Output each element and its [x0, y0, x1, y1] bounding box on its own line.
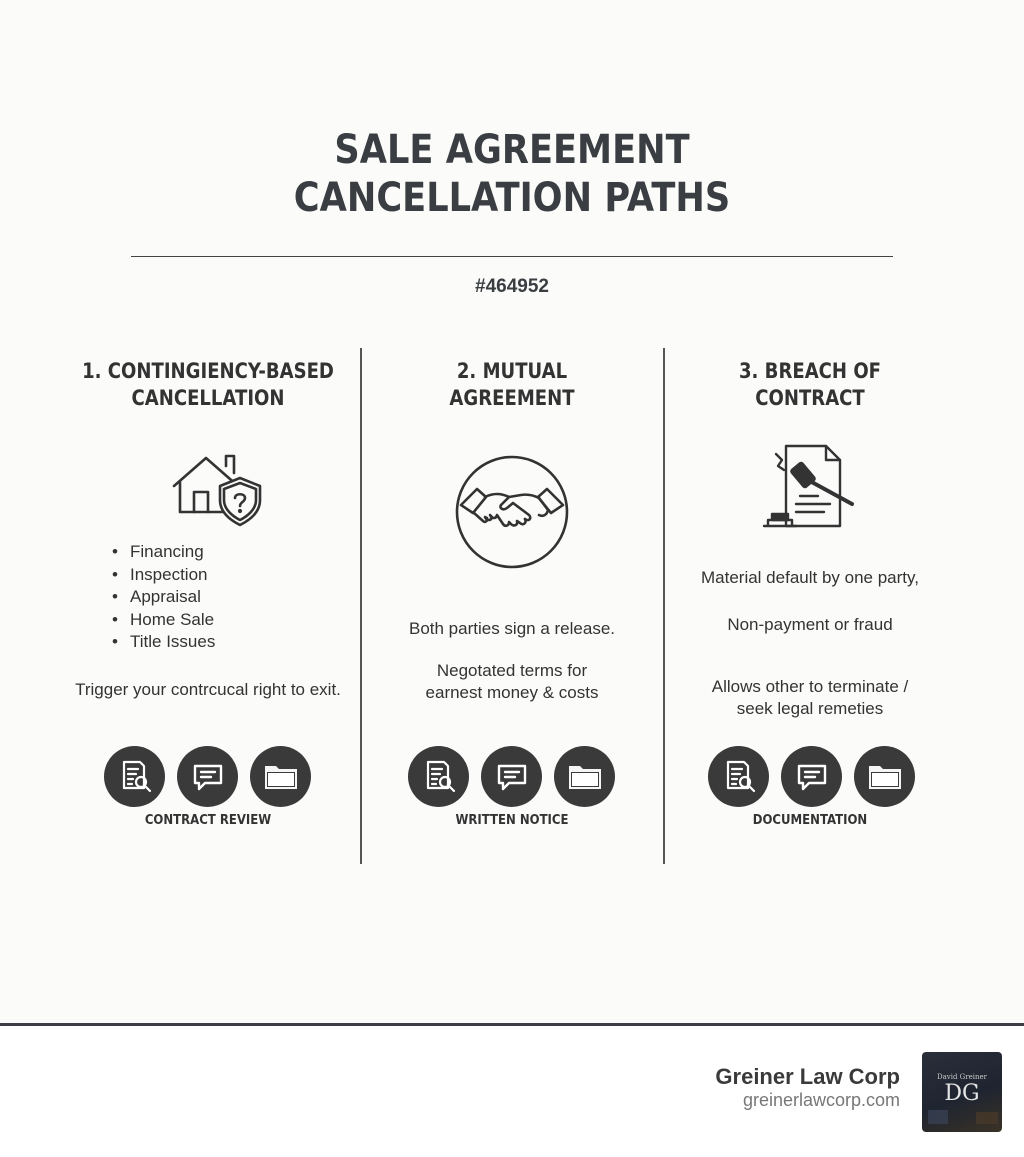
path-note: Trigger your contrcucal right to exit. — [75, 680, 341, 699]
document-search-icon — [104, 746, 165, 807]
reference-code: #464952 — [475, 276, 549, 297]
path-note: Allows other to terminate / — [711, 677, 909, 696]
handshake-icon — [455, 455, 569, 574]
path-note: seek legal remeties — [736, 699, 884, 718]
path-title: 1. CONTINGIENCY-BASED CANCELLATION — [82, 359, 334, 410]
path-note: Material default by one party, — [701, 568, 919, 587]
badge-row — [408, 746, 615, 807]
brand-logo — [922, 1052, 1002, 1132]
path-title: 3. BREACH OF CONTRACT — [738, 359, 882, 410]
path-breach-of-contract — [665, 358, 955, 838]
badge-caption: CONTRACT REVIEW — [144, 813, 272, 828]
path-note: Non-payment or fraud — [727, 615, 893, 634]
list-item: • Title Issues — [110, 631, 215, 654]
page-title — [61, 126, 962, 222]
badge-row — [104, 746, 311, 807]
title-divider — [131, 256, 893, 257]
title-line-1: SALE AGREEMENT — [334, 127, 690, 173]
logo-monogram: DG — [944, 1081, 980, 1106]
list-item: • Financing — [110, 541, 215, 564]
gavel-document-icon — [760, 442, 860, 535]
folder-icon — [854, 746, 915, 807]
house-shield-question-icon — [170, 442, 266, 535]
badge-caption: WRITTEN NOTICE — [455, 813, 569, 828]
folder-icon — [554, 746, 615, 807]
document-search-icon — [408, 746, 469, 807]
list-item: • Inspection — [110, 564, 215, 587]
document-search-icon — [708, 746, 769, 807]
chat-bubble-icon — [177, 746, 238, 807]
path-note: Both parties sign a release. — [408, 619, 615, 638]
list-item: • Home Sale — [110, 609, 215, 632]
path-contingency — [60, 358, 356, 838]
brand-name: Greiner Law Corp — [715, 1064, 900, 1089]
logo-subtext: David Greiner — [936, 1073, 988, 1081]
chat-bubble-icon — [481, 746, 542, 807]
path-note: earnest money & costs — [425, 683, 599, 702]
chat-bubble-icon — [781, 746, 842, 807]
folder-icon — [250, 746, 311, 807]
brand-url[interactable]: greinerlawcorp.com — [742, 1090, 900, 1110]
title-line-2: CANCELLATION PATHS — [293, 175, 731, 221]
path-note: Negotated terms for — [436, 661, 588, 680]
contingency-list — [110, 541, 215, 654]
path-title: 2. MUTUAL AGREEMENT — [449, 359, 575, 410]
path-mutual-agreement — [362, 358, 662, 838]
badge-caption: DOCUMENTATION — [752, 813, 868, 828]
badge-row — [708, 746, 915, 807]
list-item: • Appraisal — [110, 586, 215, 609]
